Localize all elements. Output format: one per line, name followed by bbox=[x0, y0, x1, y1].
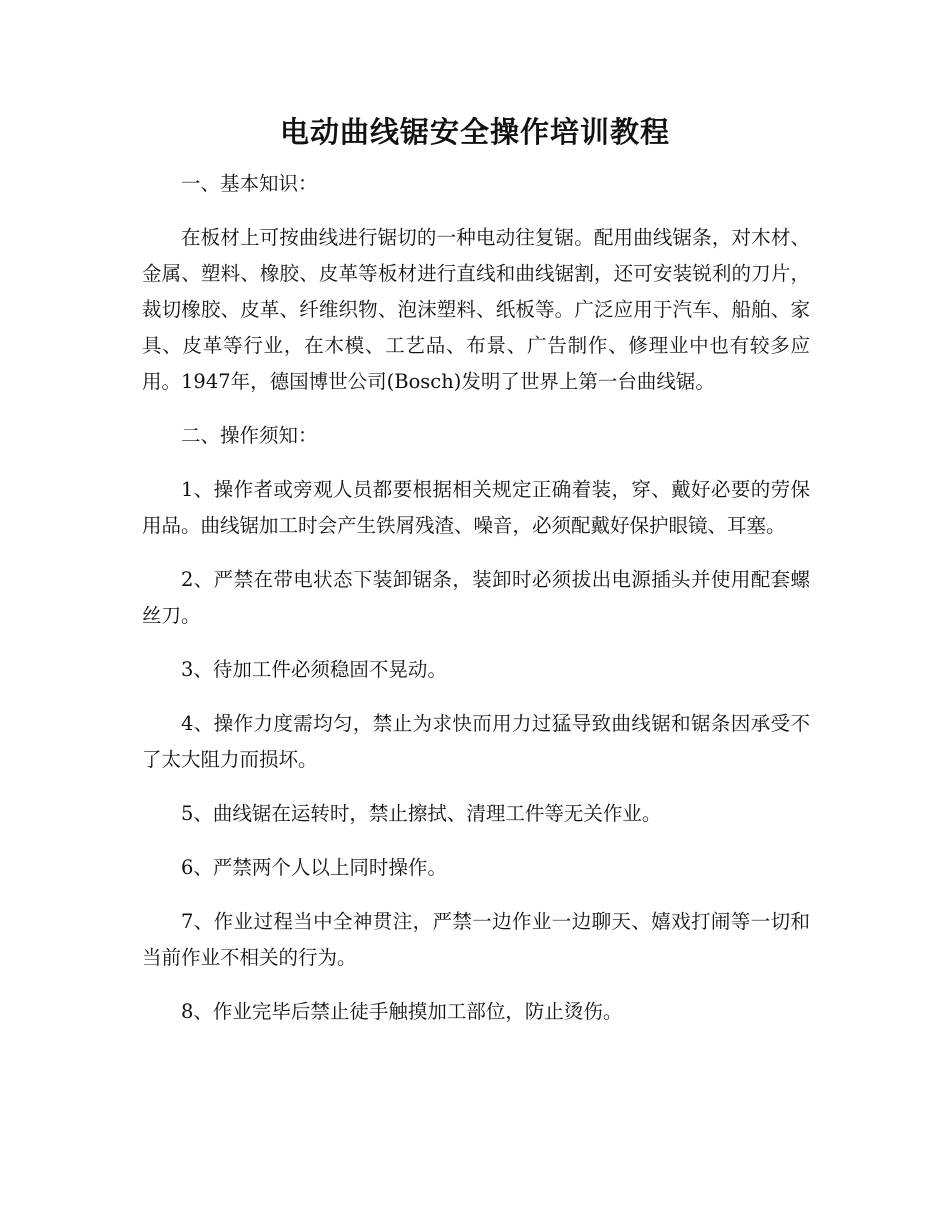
rule-item-7: 7、作业过程当中全神贯注，严禁一边作业一边聊天、嬉戏打闹等一切和当前作业不相关的行为。 bbox=[142, 910, 810, 969]
rule-item-1: 1、操作者或旁观人员都要根据相关规定正确着装，穿、戴好必要的劳保用品。曲线锯加工时会产生铁屑残渣、噪音，必须配戴好保护眼镜、耳塞。 bbox=[142, 478, 810, 537]
rule-item-3: 3、待加工件必须稳固不晃动。 bbox=[181, 658, 447, 681]
document-body bbox=[142, 166, 810, 1048]
rule-item-5: 5、曲线锯在运转时，禁止擦拭、清理工件等无关作业。 bbox=[181, 802, 662, 825]
paragraph-basic-knowledge: 在板材上可按曲线进行锯切的一种电动往复锯。配用曲线锯条，对木材、金属、塑料、橡胶、皮革等板材进行直线和曲线锯割，还可安装锐利的刀片，裁切橡胶、皮革、纤维织物、泡沫塑料、纸板等。广泛应用于汽车、船舶、家具、皮革等行业，在木模、工艺品、布景、广告制作、修理业中也有较多应用。1947年，德国博世公司(Bosch)发明了世界上第一台曲线锯。 bbox=[142, 226, 810, 393]
heading-operation-notes: 二、操作须知： bbox=[181, 424, 318, 447]
rule-item-2: 2、严禁在带电状态下装卸锯条，装卸时必须拔出电源插头并使用配套螺丝刀。 bbox=[142, 568, 810, 627]
rule-item-6: 6、严禁两个人以上同时操作。 bbox=[181, 856, 447, 879]
rule-item-8: 8、作业完毕后禁止徒手触摸加工部位，防止烫伤。 bbox=[181, 1000, 623, 1023]
document-title: 电动曲线锯安全操作培训教程 bbox=[279, 115, 670, 149]
heading-basic-knowledge: 一、基本知识： bbox=[181, 172, 318, 195]
rule-item-4: 4、操作力度需均匀，禁止为求快而用力过猛导致曲线锯和锯条因承受不了太大阻力而损坏。 bbox=[142, 712, 810, 771]
